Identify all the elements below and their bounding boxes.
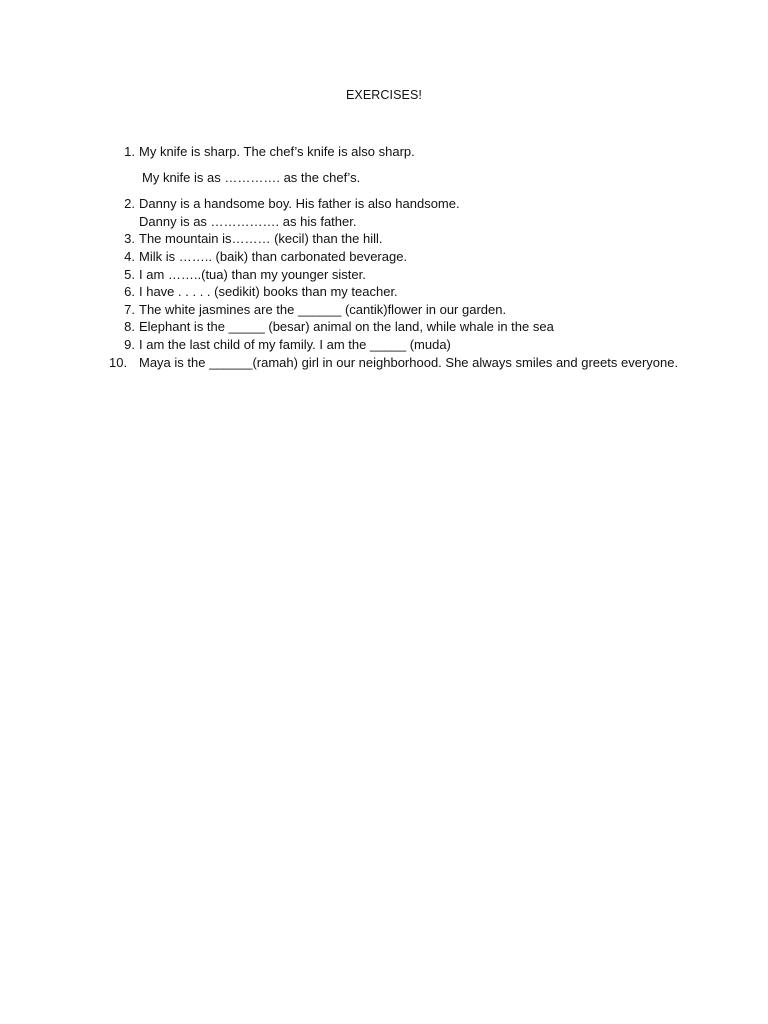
exercise-item-7	[113, 301, 733, 319]
exercise-item-5	[113, 266, 733, 284]
exercise-item-6	[113, 283, 733, 301]
exercise-item-3	[113, 230, 733, 248]
item-number: 4.	[124, 248, 135, 264]
item-text: Elephant is the _____ (besar) animal on the land, while whale in the sea	[139, 319, 554, 335]
document-title: EXERCISES!	[345, 88, 423, 102]
exercise-item-10	[109, 354, 733, 372]
item-number: 2.	[124, 196, 135, 212]
item-number: 6.	[124, 284, 135, 300]
exercise-item-9	[113, 336, 733, 354]
item-number: 7.	[124, 301, 135, 317]
item-text: I am the last child of my family. I am the _____ (muda)	[139, 336, 451, 352]
item-number: 3.	[124, 231, 135, 247]
item-text: I have . . . . . (sedikit) books than my teacher.	[139, 284, 398, 300]
item-text: My knife is sharp. The chef’s knife is also sharp.	[139, 144, 415, 159]
exercise-item-4	[113, 248, 733, 266]
item-number: 10.	[109, 354, 128, 370]
item-number: 5.	[124, 266, 135, 282]
item-number: 1.	[124, 144, 135, 159]
item-text: Maya is the ______(ramah) girl in our neighborhood. She always smiles and greets everyone.	[139, 354, 679, 370]
item-number: 8.	[124, 319, 135, 335]
item-subtext: My knife is as …………. as the chef’s.	[142, 169, 361, 185]
exercise-item-8	[113, 318, 733, 336]
item-text: The white jasmines are the ______ (cantik)flower in our garden.	[139, 301, 507, 317]
item-text: I am ……..(tua) than my younger sister.	[139, 266, 366, 282]
item-text: Milk is …….. (baik) than carbonated beverage.	[139, 248, 408, 264]
item-number: 9.	[124, 336, 135, 352]
item-text: The mountain is……… (kecil) than the hill.	[139, 231, 383, 247]
exercise-item-2	[113, 195, 733, 230]
item-subtext: Danny is as ……………. as his father.	[139, 213, 357, 229]
exercise-item-1	[113, 143, 733, 186]
exercise-list	[109, 143, 733, 371]
item-text: Danny is a handsome boy. His father is also handsome.	[139, 196, 460, 212]
